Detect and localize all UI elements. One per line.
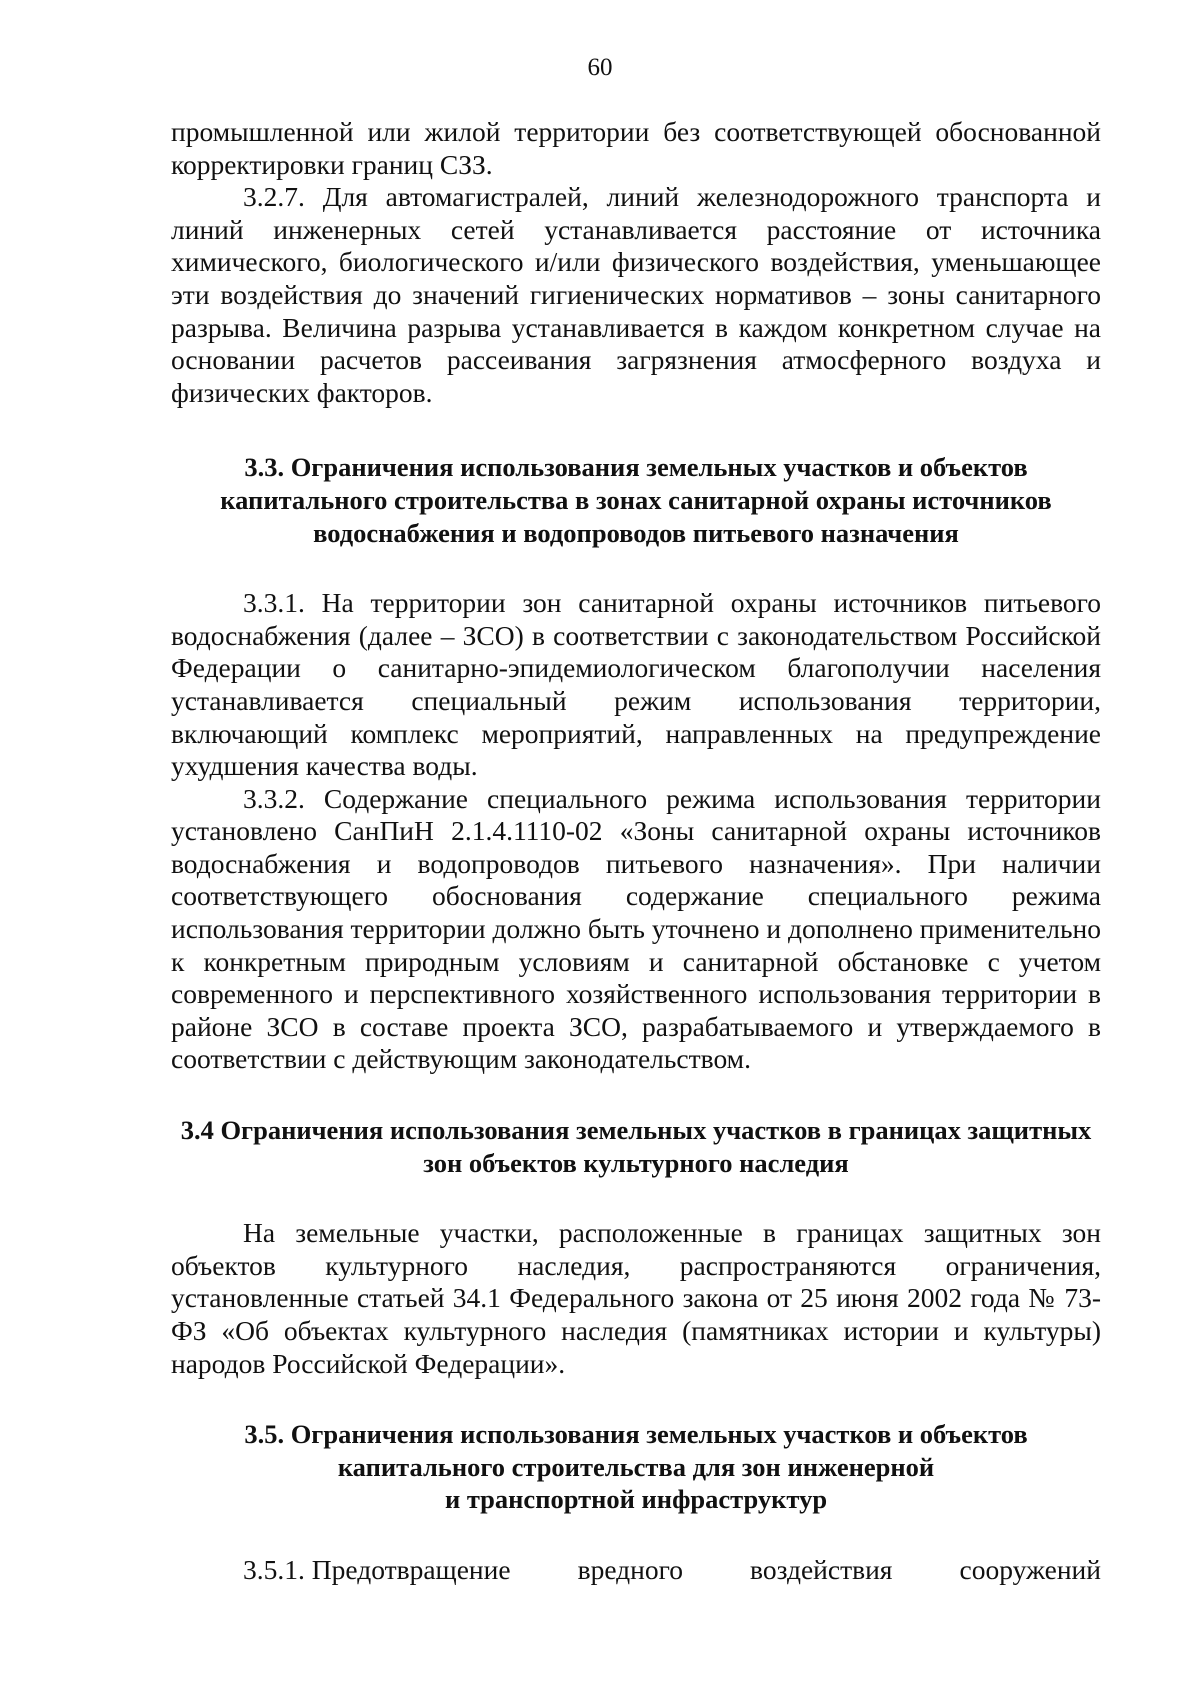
paragraph-3-2-7: 3.2.7. Для автомагистралей, линий железнодорожного транспорта и линий инженерных сетей устанавливается расстояние от источника химического, биологического и/или физического воздействия, уменьшающее эти воздействия до значений гигиенических нормативов – зоны санитарного разрыва. Величина разрыва устанавливается в каждом конкретном случае на основании расчетов рассеивания загрязнения атмосферного воздуха и физических факторов.: [171, 181, 1101, 408]
heading-section-3-3: 3.3. Ограничения использования земельных участков и объектов капитального строительства в зонах санитарной охраны источников водоснабжения и водопроводов питьевого назначения: [220, 452, 1052, 548]
heading-section-3-4: 3.4 Ограничения использования земельных участков в границах защитных зон объектов культурного наследия: [180, 1115, 1092, 1178]
word-3-5-1-b: вредного: [577, 1553, 683, 1585]
paragraph-3-3-2: 3.3.2. Содержание специального режима использования территории установлено СанПиН 2.1.4.1110-02 «Зоны санитарной охраны источников водоснабжения и водопроводов питьевого назначения». При наличии соответствующего обоснования содержание специального режима использования территории должно быть уточнено и дополнено применительно к конкретным природным условиям и санитарной обстановке с учетом современного и перспективного хозяйственного использования территории в районе ЗСО в составе проекта ЗСО, разрабатываемого и утверждаемого в соответствии с действующим законодательством.: [171, 782, 1101, 1075]
paragraph-3-4: На земельные участки, расположенные в границах защитных зон объектов культурного наследия, распространяются ограничения, установленные статьей 34.1 Федерального закона от 25 июня 2002 года № 73-ФЗ «Об объектах культурного наследия (памятниках истории и культуры) народов Российской Федерации».: [171, 1217, 1101, 1379]
paragraph-3-5-1-first-line: [171, 1554, 1101, 1587]
word-3-5-1-d: сооружений: [959, 1553, 1101, 1585]
word-3-5-1-c: воздействия: [750, 1553, 893, 1585]
page-content: [171, 116, 1101, 1587]
page-number: 60: [587, 54, 613, 81]
heading-3-5-line-1: 3.5. Ограничения использования земельных участков и объектов: [244, 1419, 1028, 1450]
word-3-5-1-a: 3.5.1. Предотвращение: [243, 1553, 511, 1585]
heading-3-5-line-3: и транспортной инфраструктур: [444, 1484, 828, 1515]
heading-section-3-5: [171, 1418, 1101, 1516]
paragraph-3-3-1: 3.3.1. На территории зон санитарной охраны источников питьевого водоснабжения (далее – ЗСО) в соответствии с законодательством Российской Федерации о санитарно-эпидемиологическом благополучии населения устанавливается специальный режим использования территории, включающий комплекс мероприятий, направленных на предупреждение ухудшения качества воды.: [171, 587, 1101, 782]
heading-3-5-line-2: капитального строительства для зон инженерной: [337, 1451, 935, 1482]
paragraph-continuation: промышленной или жилой территории без соответствующей обоснованной корректировки границ СЗЗ.: [171, 116, 1101, 180]
